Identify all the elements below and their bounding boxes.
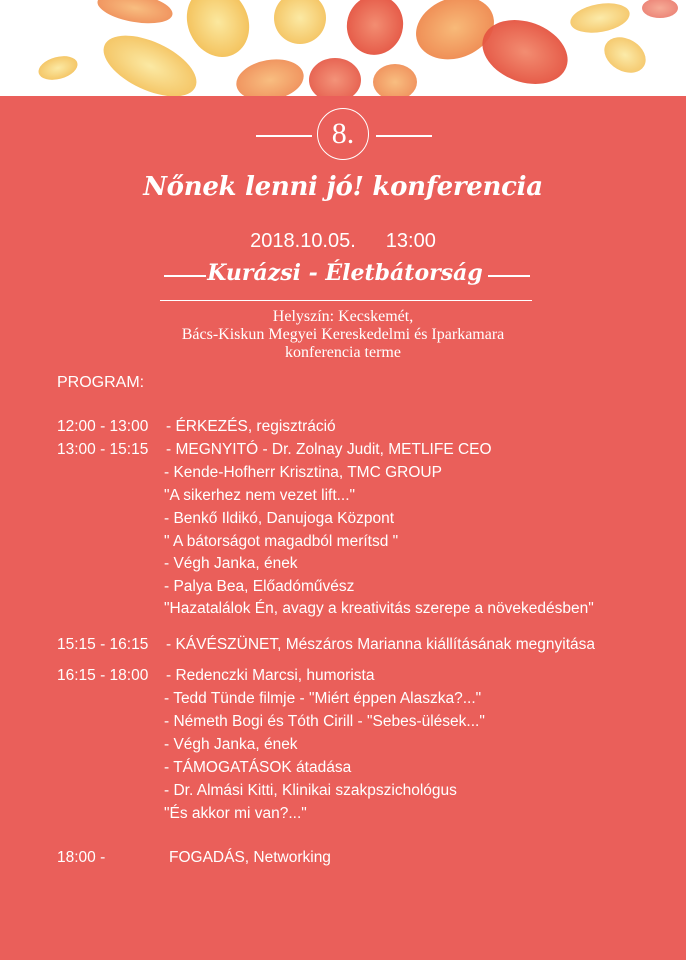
venue-line-1: Helyszín: Kecskemét,	[272, 308, 414, 325]
program-text: FOGADÁS, Networking	[169, 849, 331, 866]
program-text: - Kende-Hofherr Krisztina, TMC GROUP	[164, 464, 442, 481]
event-datetime	[0, 230, 686, 253]
program-text: - Végh Janka, ének	[164, 736, 298, 753]
program-time: 13:00 - 15:15	[57, 441, 149, 458]
program-time: 12:00 - 13:00	[57, 418, 149, 435]
program-text: - Palya Bea, Előadóművész	[164, 578, 355, 595]
venue-line-2: Bács-Kiskun Megyei Kereskedelmi és Iparkamara	[181, 326, 505, 343]
program-text: - TÁMOGATÁSOK átadása	[164, 759, 352, 776]
program-text: - Benkő Ildikó, Danujoga Központ	[164, 510, 395, 527]
program-time: 18:00 -	[57, 849, 106, 866]
program-time: 15:15 - 16:15	[57, 636, 149, 653]
watercolor-leaves-banner	[0, 0, 686, 96]
program-heading: PROGRAM:	[57, 374, 145, 391]
program-text: " A bátorságot magadból merítsd "	[164, 533, 399, 550]
badge-left-rule	[256, 135, 312, 137]
subtitle-row	[160, 258, 530, 292]
event-time: 13:00	[385, 230, 436, 252]
venue-block	[0, 308, 686, 362]
subtitle-right-rule	[488, 275, 530, 277]
leaves-illustration	[0, 0, 686, 96]
badge-right-rule	[376, 135, 432, 137]
program-time: 16:15 - 18:00	[57, 667, 149, 684]
conference-subtitle: Kurázsi - Életbátorság	[207, 260, 483, 286]
program-text: - Németh Bogi és Tóth Cirill - "Sebes-ülések..."	[164, 713, 485, 730]
edition-badge: 8.	[317, 108, 369, 160]
program-text: "A sikerhez nem vezet lift..."	[164, 487, 356, 504]
program-text: - KÁVÉSZÜNET, Mészáros Marianna kiállításának megnyitása	[166, 636, 595, 653]
program-text: "Hazatalálok Én, avagy a kreativitás szerepe a növekedésben"	[164, 600, 594, 617]
program-text: - Tedd Tünde filmje - "Miért éppen Alaszka?..."	[164, 690, 482, 707]
program-text: - Dr. Almási Kitti, Klinikai szakpszichológus	[164, 782, 457, 799]
event-date: 2018.10.05.	[250, 230, 356, 252]
program-text: "És akkor mi van?..."	[164, 805, 307, 822]
edition-badge-row	[0, 108, 686, 164]
venue-line-3: konferencia terme	[285, 344, 401, 361]
header-divider	[160, 300, 532, 301]
conference-title: Nőnek lenni jó! konferencia	[143, 172, 543, 202]
program-text: - Redenczki Marcsi, humorista	[166, 667, 375, 684]
program-text: - MEGNYITÓ - Dr. Zolnay Judit, METLIFE CEO	[166, 441, 492, 458]
program-text: - Végh Janka, ének	[164, 555, 298, 572]
program-text: - ÉRKEZÉS, regisztráció	[166, 418, 336, 435]
